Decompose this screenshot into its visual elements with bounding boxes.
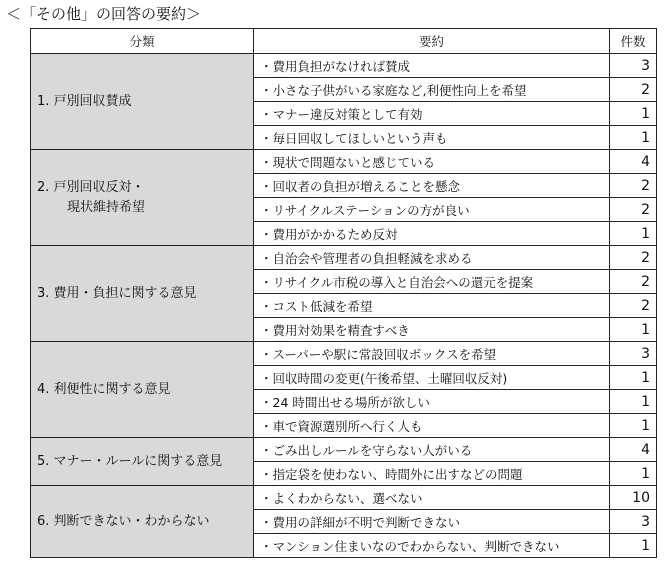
count-cell: 4 <box>610 438 657 462</box>
category-label: 4. 利便性に関する意見 <box>37 381 171 397</box>
count-cell: 2 <box>610 198 657 222</box>
summary-cell: ・回収時間の変更(午後希望、土曜回収反対) <box>254 366 610 390</box>
count-cell: 1 <box>610 462 657 486</box>
count-cell: 3 <box>610 54 657 78</box>
category-label: 1. 戸別回収賛成 <box>37 93 132 109</box>
count-cell: 1 <box>610 414 657 438</box>
summary-cell: ・費用がかかるため反対 <box>254 222 610 246</box>
count-cell: 4 <box>610 150 657 174</box>
table-row <box>31 246 657 270</box>
category-label: 6. 判断できない・わからない <box>37 513 210 529</box>
summary-cell: ・リサイクルステーションの方が良い <box>254 198 610 222</box>
category-cell <box>31 486 254 558</box>
summary-cell: ・現状で問題ないと感じている <box>254 150 610 174</box>
category-cell <box>31 150 254 246</box>
count-cell: 10 <box>610 486 657 510</box>
count-cell: 1 <box>610 366 657 390</box>
summary-cell: ・ごみ出しルールを守らない人がいる <box>254 438 610 462</box>
count-cell: 1 <box>610 222 657 246</box>
count-cell: 3 <box>610 342 657 366</box>
table-caption: ＜「その他」の回答の要約＞ <box>6 5 202 23</box>
summary-cell: ・小さな子供がいる家庭など,利便性向上を希望 <box>254 78 610 102</box>
count-cell: 3 <box>610 510 657 534</box>
table-row <box>31 342 657 366</box>
header-count: 件数 <box>610 29 657 54</box>
count-cell: 2 <box>610 246 657 270</box>
table-row <box>31 54 657 78</box>
summary-cell: ・24 時間出せる場所が欲しい <box>254 390 610 414</box>
summary-cell: ・自治会や管理者の負担軽減を求める <box>254 246 610 270</box>
summary-cell: ・マナー違反対策として有効 <box>254 102 610 126</box>
summary-cell: ・回収者の負担が増えることを懸念 <box>254 174 610 198</box>
header-category: 分類 <box>31 29 254 54</box>
category-label: 2. 戸別回収反対・ <box>37 179 145 195</box>
table-row <box>31 438 657 462</box>
summary-cell: ・毎日回収してほしいという声も <box>254 126 610 150</box>
category-cell <box>31 54 254 150</box>
table-header-row <box>31 29 657 54</box>
table-body <box>31 54 657 558</box>
count-cell: 1 <box>610 318 657 342</box>
table-row <box>31 486 657 510</box>
table-row <box>31 150 657 174</box>
count-cell: 2 <box>610 174 657 198</box>
summary-table <box>30 28 657 558</box>
category-cell <box>31 342 254 438</box>
count-cell: 1 <box>610 126 657 150</box>
summary-cell: ・車で資源選別所へ行く人も <box>254 414 610 438</box>
category-label: 現状維持希望 <box>67 199 146 215</box>
summary-cell: ・よくわからない、選べない <box>254 486 610 510</box>
summary-cell: ・費用負担がなければ賛成 <box>254 54 610 78</box>
summary-cell: ・マンション住まいなのでわからない、判断できない <box>254 534 610 558</box>
header-summary: 要約 <box>254 29 610 54</box>
count-cell: 1 <box>610 534 657 558</box>
summary-cell: ・コスト低減を希望 <box>254 294 610 318</box>
summary-cell: ・費用対効果を精査すべき <box>254 318 610 342</box>
summary-cell: ・スーパーや駅に常設回収ボックスを希望 <box>254 342 610 366</box>
category-cell <box>31 438 254 486</box>
summary-cell: ・費用の詳細が不明で判断できない <box>254 510 610 534</box>
count-cell: 2 <box>610 294 657 318</box>
summary-cell: ・リサイクル市税の導入と自治会への還元を提案 <box>254 270 610 294</box>
count-cell: 1 <box>610 102 657 126</box>
summary-cell: ・指定袋を使わない、時間外に出すなどの問題 <box>254 462 610 486</box>
category-cell <box>31 246 254 342</box>
count-cell: 2 <box>610 270 657 294</box>
category-label: 3. 費用・負担に関する意見 <box>37 285 197 301</box>
category-label: 5. マナー・ルールに関する意見 <box>37 453 223 469</box>
count-cell: 2 <box>610 78 657 102</box>
count-cell: 1 <box>610 390 657 414</box>
